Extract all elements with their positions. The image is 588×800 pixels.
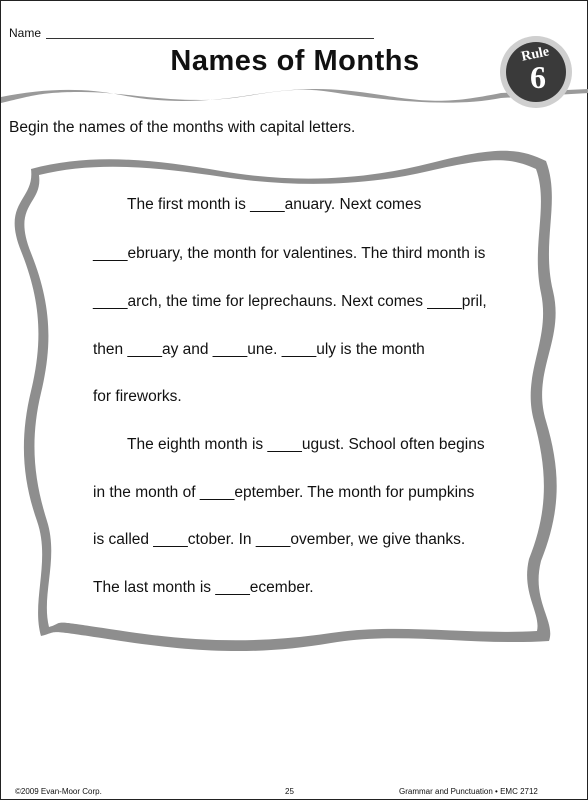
- footer-copyright: ©2009 Evan-Moor Corp.: [15, 787, 102, 796]
- passage-line: then ____ay and ____une. ____uly is the month: [93, 341, 425, 358]
- footer-page-number: 25: [285, 787, 294, 796]
- footer-book-title: Grammar and Punctuation • EMC 2712: [399, 787, 538, 796]
- rule-word: Rule: [520, 44, 551, 65]
- name-label: Name: [9, 26, 42, 40]
- instruction-text: Begin the names of the months with capital letters.: [9, 119, 356, 136]
- wavy-text-frame: [1, 141, 588, 681]
- passage-line: for fireworks.: [93, 388, 182, 405]
- passage-line: ____arch, the time for leprechauns. Next comes ____pril,: [93, 293, 487, 310]
- passage-line: is called ____ctober. In ____ovember, we give thanks.: [93, 531, 466, 548]
- passage-line: The first month is ____anuary. Next comes: [127, 196, 422, 213]
- rule-badge-icon: [498, 34, 574, 110]
- rule-number: 6: [530, 59, 546, 95]
- name-write-line: [46, 38, 374, 39]
- page-title: Names of Months: [170, 45, 420, 77]
- passage-line: The last month is ____ecember.: [93, 579, 314, 596]
- passage-line: The eighth month is ____ugust. School often begins: [127, 436, 485, 453]
- passage-line: in the month of ____eptember. The month for pumpkins: [93, 484, 475, 501]
- passage-line: ____ebruary, the month for valentines. The third month is: [93, 245, 486, 262]
